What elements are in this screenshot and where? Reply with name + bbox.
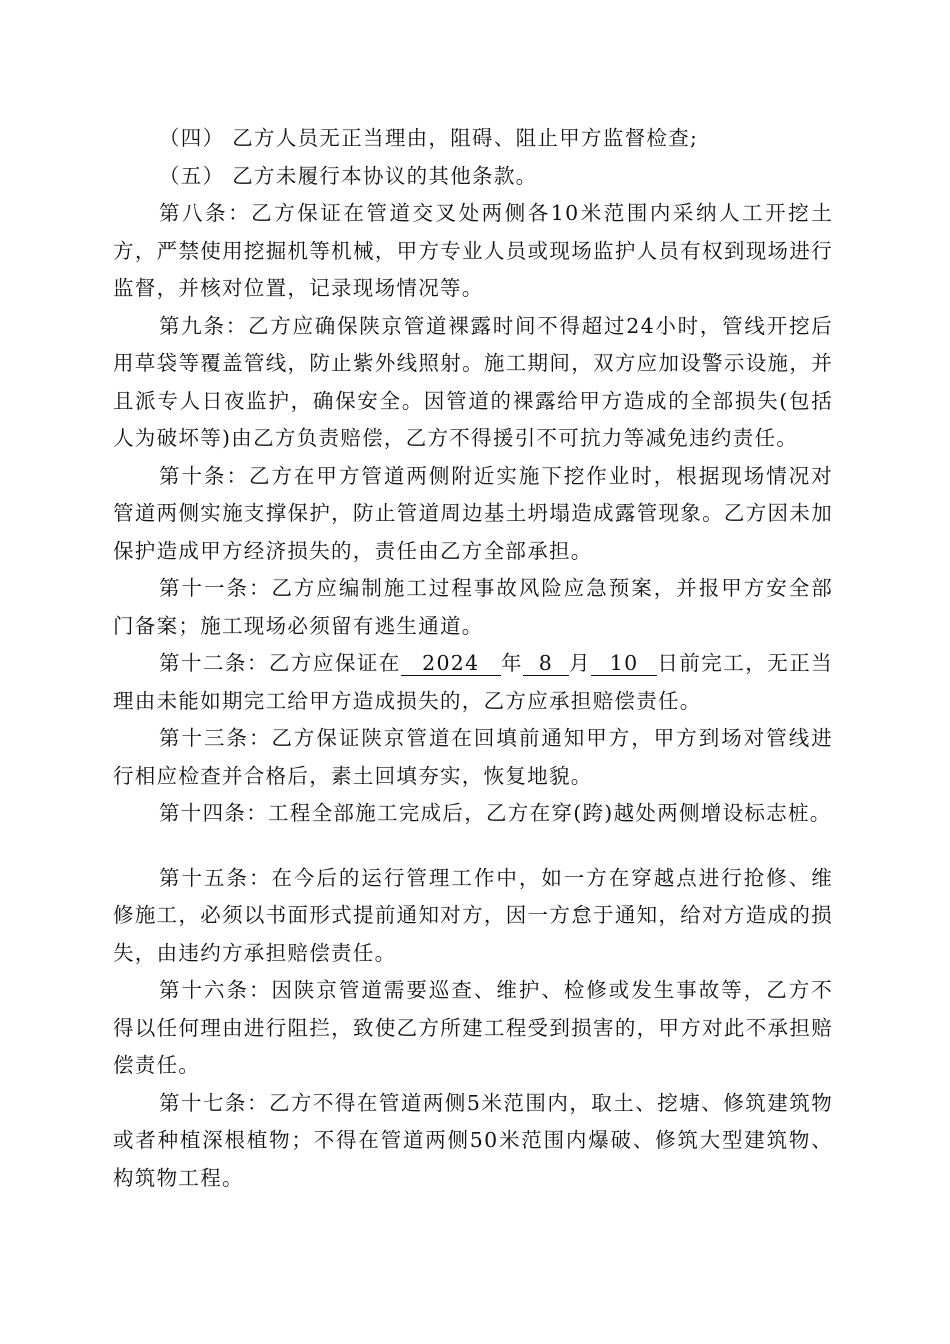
paragraph-article-10: 第十条：乙方在甲方管道两侧附近实施下挖作业时，根据现场情况对管道两侧实施支撑保护，防止管道周边基土坍塌造成露管现象。乙方因未加保护造成甲方经济损失的，责任由乙方全部承担。 <box>113 463 833 563</box>
paragraph-article-11: 第十一条：乙方应编制施工过程事故风险应急预案，并报甲方安全部门备案；施工现场必须留有逃生通道。 <box>113 576 833 638</box>
article-12-suffix: 日前完工，无正当理由未能如期完工给甲方造成损失的，乙方应承担赔偿责任。 <box>113 651 833 713</box>
paragraph-article-13: 第十三条：乙方保证陕京管道在回填前通知甲方，甲方到场对管线进行相应检查并合格后，素土回填夯实，恢复地貌。 <box>113 726 833 788</box>
paragraph-article-9: 第九条：乙方应确保陕京管道裸露时间不得超过24小时，管线开挖后用草袋等覆盖管线，防止紫外线照射。施工期间，双方应加设警示设施，并且派专人日夜监护，确保安全。因管道的裸露给甲方造成的全部损失(包括人为破坏等)由乙方负责赔偿，乙方不得援引不可抗力等减免违约责任。 <box>113 313 833 450</box>
paragraph-item-4: （四） 乙方人员无正当理由，阻碍、阻止甲方监督检查; <box>159 126 699 150</box>
paragraph-article-17: 第十七条：乙方不得在管道两侧5米范围内，取土、挖塘、修筑建筑物或者种植深根植物；不得在管道两侧50米范围内爆破、修筑大型建筑物、构筑物工程。 <box>113 1090 833 1190</box>
paragraph-article-15: 第十五条：在今后的运行管理工作中，如一方在穿越点进行抢修、维修施工，必须以书面形式提前通知对方，因一方怠于通知，给对方造成的损失，由违约方承担赔偿责任。 <box>113 865 833 965</box>
paragraph-item-5: （五） 乙方未履行本协议的其他条款。 <box>159 163 538 188</box>
completion-day-field: 10 <box>591 651 657 676</box>
paragraph-article-14: 第十四条：工程全部施工完成后，乙方在穿(跨)越处两侧增设标志桩。 <box>159 801 832 825</box>
paragraph-article-16: 第十六条：因陕京管道需要巡查、维护、检修或发生事故等，乙方不得以任何理由进行阻拦，致使乙方所建工程受到损害的，甲方对此不承担赔偿责任。 <box>113 978 833 1077</box>
year-unit: 年 <box>500 651 523 675</box>
document-body <box>113 120 833 1197</box>
completion-year-field: 2024 <box>401 651 501 676</box>
completion-month-field: 8 <box>523 651 569 676</box>
paragraph-article-12 <box>113 645 833 720</box>
month-unit: 月 <box>568 651 592 675</box>
paragraph-article-8: 第八条：乙方保证在管道交叉处两侧各10米范围内采纳人工开挖土方，严禁使用挖掘机等机械，甲方专业人员或现场监护人员有权到现场进行监督，并核对位置，记录现场情况等。 <box>113 201 833 300</box>
article-12-prefix: 第十二条：乙方应保证在 <box>159 651 401 675</box>
